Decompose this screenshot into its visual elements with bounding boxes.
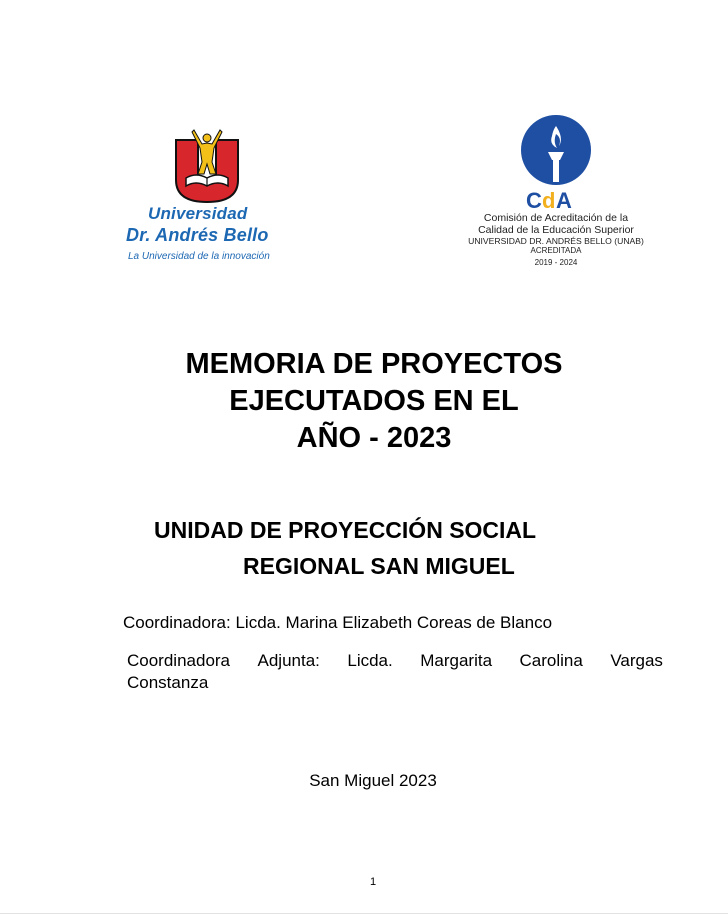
adjunct-word: Licda. <box>347 651 393 670</box>
accreditation-logo <box>466 114 646 274</box>
adjunct-coordinator-text <box>127 650 663 694</box>
title-line1: MEMORIA DE PROYECTOS <box>185 348 563 380</box>
coordinator-text: Coordinadora: Licda. Marina Elizabeth Coreas de Blanco <box>123 613 553 632</box>
accreditation-line1: Comisión de Acreditación de la <box>483 212 629 224</box>
page-number: 1 <box>369 876 377 888</box>
subtitle-line1: UNIDAD DE PROYECCIÓN SOCIAL <box>154 517 537 543</box>
svg-text:C: C <box>526 188 542 210</box>
accreditation-years: 2019 - 2024 <box>534 258 578 267</box>
accreditation-line4: ACREDITADA <box>530 246 582 255</box>
adjunct-line2: Constanza <box>127 673 209 692</box>
page-bottom-divider <box>0 913 728 914</box>
document-subtitle <box>100 512 648 584</box>
title-line3: AÑO - 2023 <box>296 422 452 454</box>
adjunct-word: Carolina <box>519 651 583 670</box>
svg-text:A: A <box>556 188 572 210</box>
university-emblem-icon <box>172 128 242 204</box>
accreditation-line2: Calidad de la Educación Superior <box>478 224 634 236</box>
subtitle-line2: REGIONAL SAN MIGUEL <box>243 553 515 579</box>
accreditation-line3: UNIVERSIDAD DR. ANDRÉS BELLO (UNAB) <box>468 236 644 246</box>
university-tagline: La Universidad de la innovación <box>128 251 270 262</box>
adjunct-word: Adjunta: <box>257 651 320 670</box>
accreditation-torch-icon <box>516 114 596 210</box>
adjunct-word: Vargas <box>610 651 663 670</box>
university-name-line2: Dr. Andrés Bello <box>126 225 269 245</box>
adjunct-word: Coordinadora <box>127 651 231 670</box>
university-name-line1: Universidad <box>148 204 248 223</box>
svg-text:d: d <box>542 188 556 210</box>
title-line2: EJECUTADOS EN EL <box>229 385 519 417</box>
place-and-date: San Miguel 2023 <box>309 771 437 790</box>
university-logo <box>122 128 302 268</box>
document-title <box>74 346 674 457</box>
adjunct-line1 <box>127 650 663 672</box>
adjunct-word: Margarita <box>420 651 493 670</box>
